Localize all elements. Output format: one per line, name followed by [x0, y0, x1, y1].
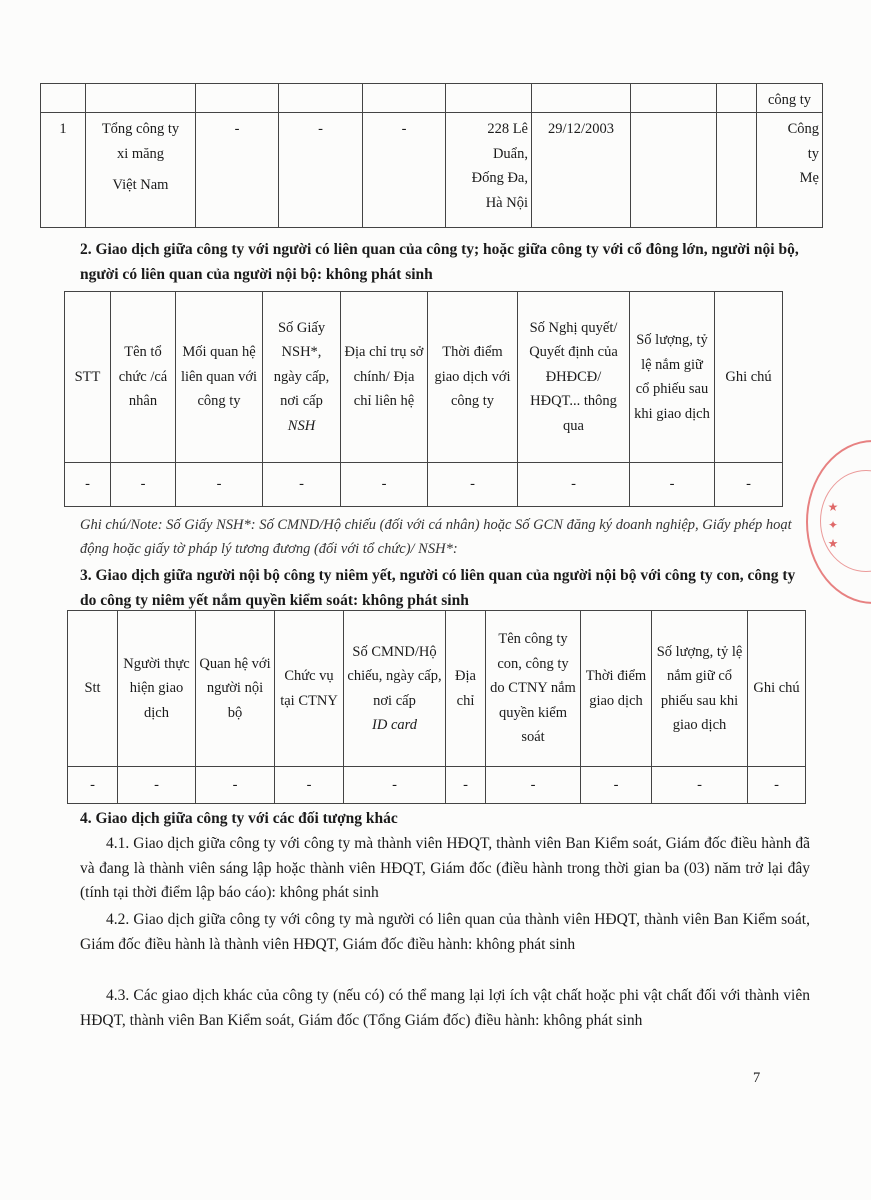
- paragraph-4-3: 4.3. Các giao dịch khác của công ty (nếu có) có thể mang lại lợi ích vật chất hoặc phi vật chất đối với thành viên HĐQT, thành viên Ban Kiểm soát, Giám đốc (Tổng Giám đốc) điều hành: không phát sinh: [80, 987, 810, 1029]
- cell-address: 228 Lê Duẩn, Đống Đa, Hà Nội: [446, 113, 532, 228]
- table-header-row: STT Tên tổ chức /cá nhân Mối quan hệ liên quan với công ty Số Giấy NSH*, ngày cấp, nơi cấp NSH Địa chỉ trụ sở chính/ Địa chỉ liên hệ Thời điểm giao dịch với công ty Số Nghị quyết/ Quyết định của ĐHĐCĐ/ HĐQT... thông qua Số lượng, tỷ lệ nắm giữ cổ phiếu sau khi giao dịch Ghi chú: [65, 292, 783, 463]
- section-2-table: [64, 291, 783, 507]
- cell-dash: -: [196, 113, 279, 228]
- section-2-heading: 2. Giao dịch giữa công ty với người có liên quan của công ty; hoặc giữa công ty với cổ đông lớn, người nội bộ, người có liên quan của người nội bộ: không phát sinh: [80, 241, 799, 283]
- section-2-note: Ghi chú/Note: Số Giấy NSH*: Số CMND/Hộ chiếu (đối với cá nhân) hoặc Số GCN đăng ký doanh nghiệp, Giấy phép hoạt động hoặc giấy tờ pháp lý tương đương (đối với tổ chức)/ NSH*:: [80, 517, 792, 557]
- section-4-heading: 4. Giao dịch giữa công ty với các đối tượng khác: [80, 810, 398, 827]
- related-party-table: [40, 83, 823, 228]
- cell-dash: -: [363, 113, 446, 228]
- cell-dash: -: [279, 113, 363, 228]
- table-header-row: Stt Người thực hiện giao dịch Quan hệ với người nội bộ Chức vụ tại CTNY Số CMND/Hộ chiếu, ngày cấp, nơi cấp ID card Địa chỉ Tên công ty con, công ty do CTNY nắm quyền kiểm soát Thời điểm giao dịch Số lượng, tỷ lệ nắm giữ cổ phiếu sau khi giao dịch Ghi chú: [68, 611, 806, 767]
- table-row: [41, 113, 823, 228]
- page-number: 7: [753, 1070, 761, 1086]
- section-3-table: [67, 610, 806, 804]
- cell-relation: Công ty Mẹ: [757, 113, 823, 228]
- paragraph-4-2: 4.2. Giao dịch giữa công ty với công ty mà người có liên quan của thành viên HĐQT, thành viên Ban Kiểm soát, Giám đốc điều hành là thành viên HĐQT, Giám đốc điều hành: không phát sinh: [80, 911, 810, 953]
- company-seal-star-icon: ★ ✦ ★: [826, 500, 840, 551]
- cell-name: Tổng công ty xi măng Việt Nam: [86, 113, 196, 228]
- section-3-heading: 3. Giao dịch giữa người nội bộ công ty niêm yết, người có liên quan của người nội bộ với công ty con, công ty do công ty niêm yết nắm quyền kiểm soát: không phát sinh: [80, 567, 796, 609]
- table-row: - - - - - - - - - -: [68, 767, 806, 804]
- cell-stt: 1: [41, 113, 86, 228]
- table-row: [41, 84, 823, 113]
- header-cell-continued: công ty: [757, 84, 823, 113]
- cell-date: 29/12/2003: [532, 113, 631, 228]
- table-row: - - - - - - - - -: [65, 463, 783, 507]
- paragraph-4-1: 4.1. Giao dịch giữa công ty với công ty mà thành viên HĐQT, thành viên Ban Kiểm soát, Giám đốc điều hành đã và đang là thành viên sáng lập hoặc thành viên HĐQT, Giám đốc (điều hành trong thời gian ba (03) năm trở lại đây (tính tại thời điểm lập báo cáo): không phát sinh: [80, 835, 810, 901]
